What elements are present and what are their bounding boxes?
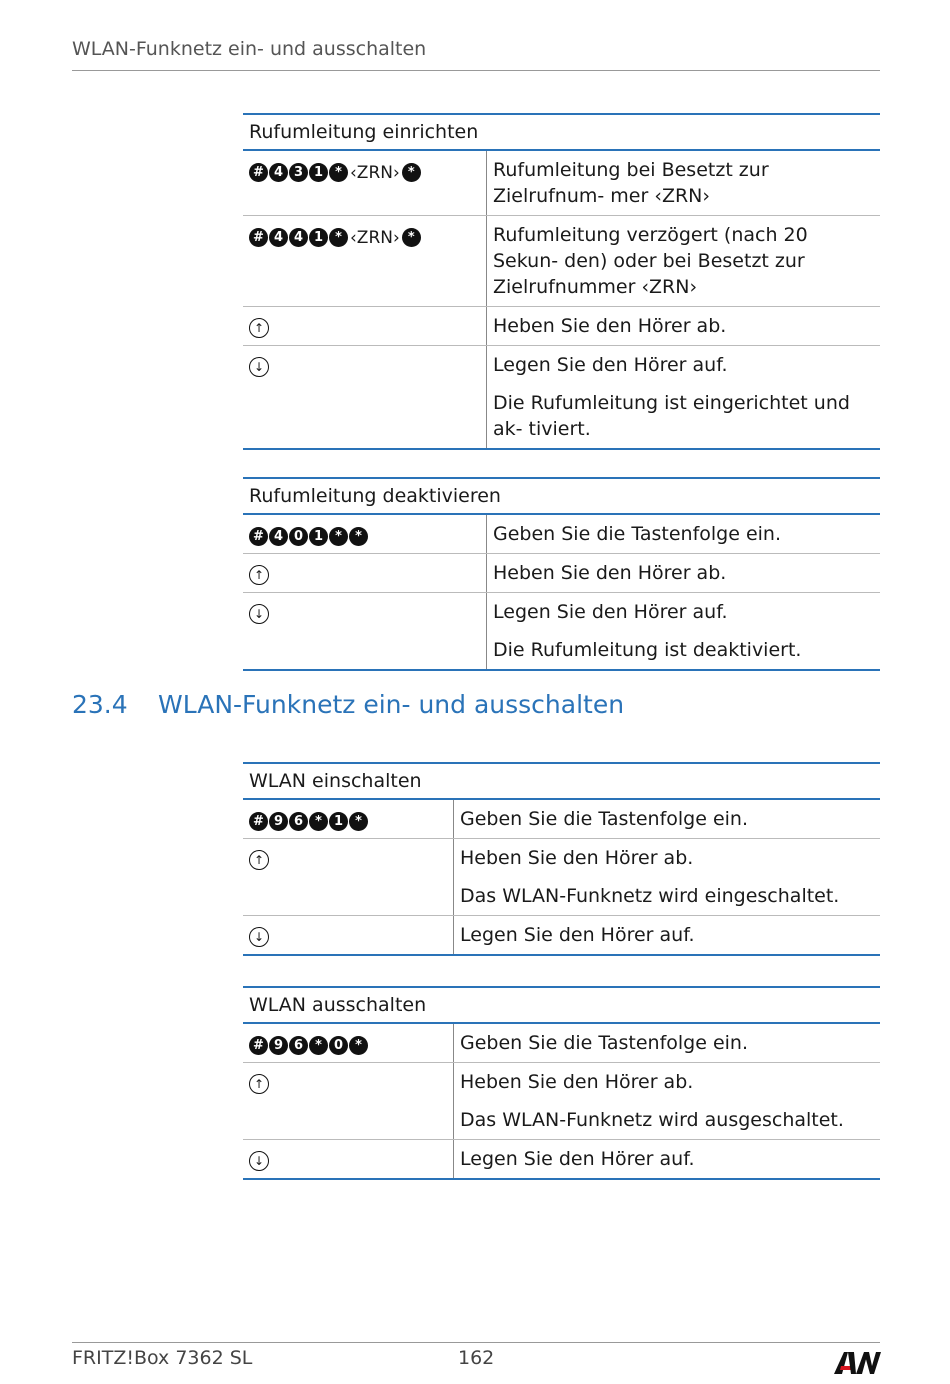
instruction-text: Rufumleitung verzögert (nach 20 Sekun- den) oder bei Besetzt zur Zielrufnummer ‹ZRN› [493,224,808,298]
key-cell [243,216,487,307]
digit-key-icon: 9 [269,1036,288,1055]
table-row [243,1024,880,1063]
instruction-cell [487,307,881,346]
key-sequence [249,1036,368,1055]
instruction-cell [487,554,881,593]
table-row [243,554,880,593]
star-key-icon: * [402,163,421,182]
footer-product-name: FRITZ!Box 7362 SL [72,1347,253,1369]
digit-key-icon: 1 [309,527,328,546]
handset-lift-icon: ↑ [249,565,269,585]
instruction-text: Legen Sie den Hörer auf. [493,601,728,623]
footer-divider [72,1342,880,1343]
table-row [243,1140,880,1180]
instruction-cell [454,916,881,956]
key-cell [243,1140,454,1180]
digit-key-icon: 0 [289,527,308,546]
instruction-text: Das WLAN-Funknetz wird ausgeschaltet. [460,1109,844,1131]
table-rufumleitung-einrichten [243,113,880,450]
table-row [243,800,880,839]
digit-key-icon: 6 [289,812,308,831]
section-title: WLAN-Funknetz ein- und ausschalten [158,690,625,719]
instruction-text: Rufumleitung bei Besetzt zur Zielrufnum- mer ‹ZRN› [493,159,769,207]
handset-hangup-icon: ↓ [249,927,269,947]
instruction-cell [487,151,881,216]
hash-key-icon: # [249,163,268,182]
instruction-cell [487,593,881,671]
instruction-text: Legen Sie den Hörer auf. [493,354,728,376]
page-number: 162 [458,1347,495,1369]
key-cell [243,916,454,956]
star-key-icon: * [309,812,328,831]
section-number: 23.4 [72,690,128,719]
table-wlan-einschalten [243,762,880,956]
star-key-icon: * [329,163,348,182]
digit-key-icon: 3 [289,163,308,182]
key-cell [243,593,487,671]
zrn-placeholder: ‹ZRN› [350,162,400,183]
key-cell [243,515,487,554]
key-cell [243,1063,454,1140]
table-row [243,1063,880,1140]
digit-key-icon: 1 [309,163,328,182]
key-cell [243,1024,454,1063]
table-row [243,839,880,916]
digit-key-icon: 6 [289,1036,308,1055]
handset-lift-icon: ↑ [249,1074,269,1094]
table-row [243,346,880,450]
instruction-text: Legen Sie den Hörer auf. [460,924,695,946]
handset-lift-icon: ↑ [249,850,269,870]
section-heading [72,690,624,719]
hash-key-icon: # [249,1036,268,1055]
table-row [243,515,880,554]
handset-hangup-icon: ↓ [249,1151,269,1171]
instruction-text: Heben Sie den Hörer ab. [493,315,727,337]
instruction-text: Die Rufumleitung ist eingerichtet und ak- tiviert. [493,392,850,440]
hash-key-icon: # [249,527,268,546]
instruction-cell [454,1024,881,1063]
digit-key-icon: 1 [329,812,348,831]
digit-key-icon: 0 [329,1036,348,1055]
instruction-cell [454,1140,881,1180]
hash-key-icon: # [249,228,268,247]
table-caption: WLAN ausschalten [243,986,880,1024]
instruction-text: Geben Sie die Tastenfolge ein. [460,1032,748,1054]
table-row [243,151,880,216]
running-header: WLAN-Funknetz ein- und ausschalten [72,38,427,60]
star-key-icon: * [402,228,421,247]
star-key-icon: * [349,1036,368,1055]
hash-key-icon: # [249,812,268,831]
star-key-icon: * [329,527,348,546]
instruction-cell [487,346,881,450]
header-divider [72,70,880,71]
table-row [243,307,880,346]
instruction-text: Das WLAN-Funknetz wird eingeschaltet. [460,885,840,907]
handset-hangup-icon: ↓ [249,357,269,377]
key-sequence [249,160,421,186]
key-sequence [249,225,421,251]
table-caption: Rufumleitung einrichten [243,113,880,151]
zrn-placeholder: ‹ZRN› [350,227,400,248]
instruction-cell [454,800,881,839]
key-sequence [249,812,368,831]
table-row [243,593,880,671]
instruction-text: Heben Sie den Hörer ab. [493,562,727,584]
key-cell [243,800,454,839]
star-key-icon: * [309,1036,328,1055]
key-cell [243,346,487,450]
table-caption: WLAN einschalten [243,762,880,800]
instruction-text: Heben Sie den Hörer ab. [460,847,694,869]
instruction-cell [454,1063,881,1140]
key-cell [243,839,454,916]
digit-key-icon: 4 [269,163,288,182]
handset-lift-icon: ↑ [249,318,269,338]
instruction-text: Die Rufumleitung ist deaktiviert. [493,639,802,661]
star-key-icon: * [349,812,368,831]
handset-hangup-icon: ↓ [249,604,269,624]
key-cell [243,307,487,346]
instruction-text: Geben Sie die Tastenfolge ein. [460,808,748,830]
instruction-text: Legen Sie den Hörer auf. [460,1148,695,1170]
avm-logo [832,1348,882,1376]
key-cell [243,151,487,216]
digit-key-icon: 4 [269,228,288,247]
instruction-text: Heben Sie den Hörer ab. [460,1071,694,1093]
digit-key-icon: 4 [289,228,308,247]
star-key-icon: * [329,228,348,247]
table-rufumleitung-deaktivieren [243,477,880,671]
table-wlan-ausschalten [243,986,880,1180]
key-cell [243,554,487,593]
instruction-text: Geben Sie die Tastenfolge ein. [493,523,781,545]
instruction-cell [487,216,881,307]
table-caption: Rufumleitung deaktivieren [243,477,880,515]
star-key-icon: * [349,527,368,546]
digit-key-icon: 9 [269,812,288,831]
instruction-cell [487,515,881,554]
instruction-cell [454,839,881,916]
digit-key-icon: 4 [269,527,288,546]
table-row [243,216,880,307]
digit-key-icon: 1 [309,228,328,247]
key-sequence [249,527,368,546]
table-row [243,916,880,956]
